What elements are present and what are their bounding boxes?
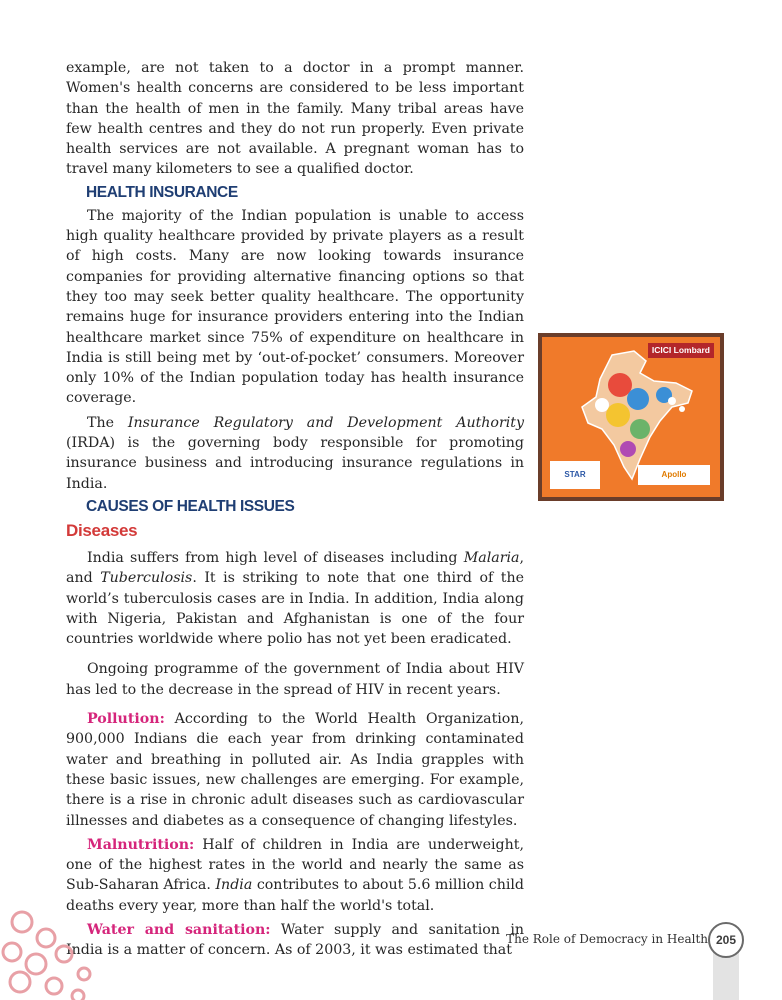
italic-india: India bbox=[215, 877, 253, 894]
paragraph-water-sanitation bbox=[66, 920, 524, 961]
italic-irda: Insurance Regulatory and Development Authority bbox=[127, 414, 524, 431]
paragraph-women-health: example, are not taken to a doctor in a prompt manner. Women's health concerns are considered to be less important than the health of men in the family. Many tribal areas have few health centres and they do not run properly. Even private health services are not available. A pregnant woman has to travel many kilometers to see a qualified doctor. bbox=[66, 60, 524, 178]
text-span: Water supply and sanitation in India is a matter of concern. As of 2003, it was estimated that bbox=[66, 921, 525, 959]
page-number: 205 bbox=[708, 922, 744, 958]
text-span: The bbox=[87, 414, 128, 431]
text-span: . It is striking to note that one third of the world’s tuberculosis cases are in India. In addition, India along with Nigeria, Pakistan and Afghanistan is one of the four countries worldwide where polio has not yet been eradicated. bbox=[66, 570, 524, 648]
text-column bbox=[66, 58, 524, 961]
italic-malaria: Malaria bbox=[463, 549, 520, 566]
text-span: Half of children in India are underweight, one of the highest rates in the world and nearly the same as Sub-Saharan Africa. bbox=[66, 836, 524, 894]
text-span: contributes to about 5.6 million child deaths every year, more than half the world's total. bbox=[66, 877, 524, 914]
heading-causes-health-issues: CAUSES OF HEALTH ISSUES bbox=[86, 497, 295, 515]
text-span: , and bbox=[66, 549, 524, 587]
paragraph-hiv: Ongoing programme of the government of India about HIV has led to the decrease in the spread of HIV in recent years. bbox=[66, 661, 524, 698]
text-span: (IRDA) is the governing body responsible for promoting insurance business and introducing insurance regulations in India. bbox=[66, 435, 524, 492]
ad-background bbox=[542, 337, 720, 497]
star-health-logo: STAR bbox=[550, 461, 600, 489]
text-span: According to the World Health Organization, 900,000 Indians die each year from drinking contaminated water and breathing in polluted air. As India grapples with these basic issues, new challenges are emerging. For example, there is a rise in chronic adult diseases such as cardiovascular illnesses and diabetes as a consequence of changing lifestyles. bbox=[66, 711, 524, 829]
paragraph-insurance: The majority of the Indian population is unable to access high quality healthcare provided by private players as a result of high costs. Many are now looking towards insurance companies for providing alternative financing options so that they too may seek better quality healthcare. The opportunity remains huge for insurance providers entering into the Indian healthcare market since 75% of expenditure on healthcare in India is still being met by ‘out-of-pocket’ consumers. Moreover only 10% of the Indian population today has health insurance coverage. bbox=[66, 207, 524, 407]
insurance-ad-image bbox=[538, 333, 724, 501]
keyword-pollution: Pollution: bbox=[87, 711, 165, 728]
apollo-logo: Apollo bbox=[638, 465, 710, 485]
heading-health-insurance: HEALTH INSURANCE bbox=[86, 183, 238, 201]
italic-tuberculosis: Tuberculosis bbox=[100, 570, 193, 587]
keyword-malnutrition: Malnutrition: bbox=[87, 836, 195, 853]
keyword-water-sanitation: Water and sanitation: bbox=[87, 921, 271, 938]
paragraph-diseases bbox=[66, 548, 524, 649]
paragraph-pollution bbox=[66, 709, 524, 831]
paragraph-irda bbox=[66, 413, 524, 494]
paragraph-malnutrition bbox=[66, 835, 524, 916]
heading-diseases: Diseases bbox=[66, 520, 138, 540]
text-span: India suffers from high level of diseases including bbox=[87, 549, 464, 566]
decorative-circles-icon bbox=[0, 908, 110, 1000]
icici-lombard-logo: ICICI Lombard bbox=[648, 343, 714, 358]
footer-chapter-title: The Role of Democracy in Health bbox=[506, 932, 708, 946]
